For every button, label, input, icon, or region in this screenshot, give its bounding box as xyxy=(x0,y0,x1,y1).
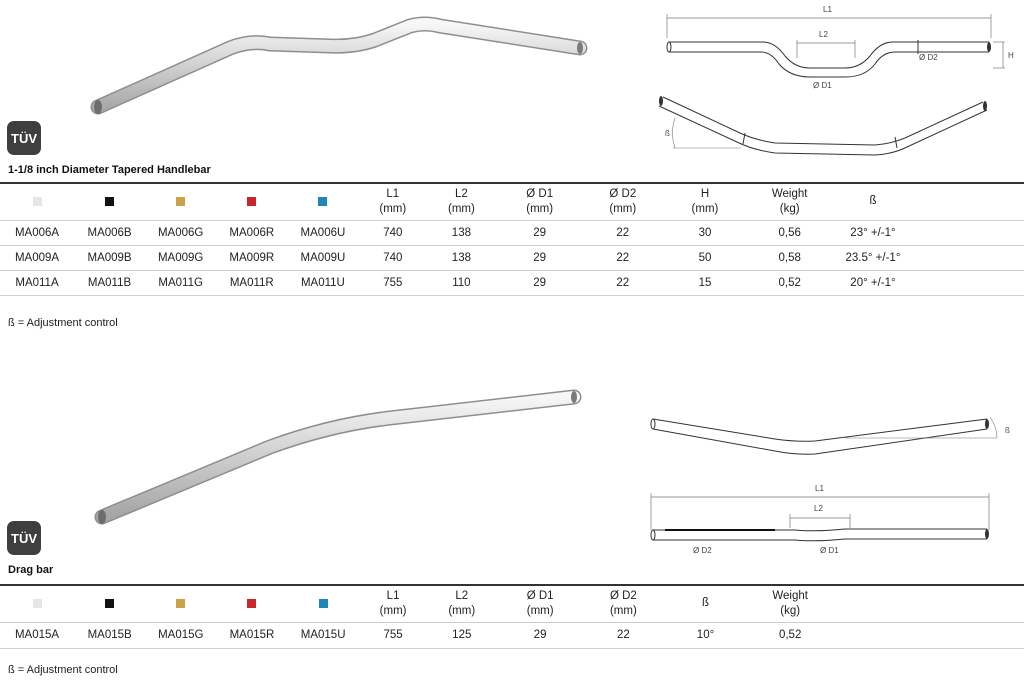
cell-weight: 0,58 xyxy=(748,245,831,270)
table-tapered-handlebar xyxy=(0,184,1024,296)
cell-l1: 755 xyxy=(383,628,403,641)
cell-code: MA009A xyxy=(0,245,74,270)
cell-code: MA009G xyxy=(145,245,216,270)
cell-code: MA006R xyxy=(216,220,287,245)
cell-code: MA011B xyxy=(74,270,145,295)
cell-beta: 10° xyxy=(696,628,715,641)
header-l2: L2 (mm) xyxy=(427,184,496,220)
table-drag-bar xyxy=(0,586,1024,647)
cell-beta: 23.5° +/-1° xyxy=(831,245,914,270)
cell-l2: 138 xyxy=(427,220,496,245)
swatch-black xyxy=(105,197,114,206)
cell-code: MA011R xyxy=(216,270,287,295)
header-h: H (mm) xyxy=(662,184,748,220)
cell-code: MA006G xyxy=(145,220,216,245)
dim-beta: ß xyxy=(665,129,670,138)
swatch-col-red xyxy=(216,586,287,622)
swatch-col-anodized xyxy=(0,586,74,622)
section-title-tapered: 1-1/8 inch Diameter Tapered Handlebar xyxy=(8,164,211,176)
cell-code: MA006U xyxy=(287,220,358,245)
table2-bottom-rule xyxy=(0,648,1024,649)
header-d2: Ø D2 (mm) xyxy=(584,184,662,220)
header-weight: Weight (kg) xyxy=(748,586,832,622)
dim-d2: Ø D2 xyxy=(693,546,712,555)
cell-code: MA015A xyxy=(14,628,60,641)
tapered-handlebar-diagram xyxy=(645,0,1024,170)
swatch-col-anodized xyxy=(0,184,74,220)
table2-footnote: ß = Adjustment control xyxy=(8,664,118,676)
cell-d1: 29 xyxy=(496,220,584,245)
swatch-blue xyxy=(319,599,328,608)
cell-weight: 0,52 xyxy=(778,628,802,641)
header-weight: Weight (kg) xyxy=(748,184,831,220)
cell-code: MA011A xyxy=(0,270,74,295)
cell-l1: 740 xyxy=(358,245,427,270)
swatch-col-blue xyxy=(287,184,358,220)
swatch-col-black xyxy=(74,184,145,220)
cell-d1: 29 xyxy=(496,245,584,270)
cell-code: MA011G xyxy=(145,270,216,295)
swatch-gold xyxy=(176,599,185,608)
swatch-silver xyxy=(33,599,42,608)
header-l1: L1 (mm) xyxy=(359,586,428,622)
header-l1: L1 (mm) xyxy=(358,184,427,220)
tuv-badge: TÜV xyxy=(7,521,41,555)
header-beta: ß xyxy=(663,586,749,622)
table1-header-row xyxy=(0,184,1024,220)
cell-l2: 125 xyxy=(452,628,472,641)
dim-d1: Ø D1 xyxy=(820,546,839,555)
header-d1: Ø D1 (mm) xyxy=(496,184,584,220)
dim-beta: ß xyxy=(1005,426,1010,435)
table-row xyxy=(0,270,1024,295)
swatch-col-blue xyxy=(288,586,359,622)
cell-beta: 23° +/-1° xyxy=(831,220,914,245)
cell-d2: 22 xyxy=(584,245,662,270)
cell-code: MA009U xyxy=(287,245,358,270)
header-beta: ß xyxy=(831,184,914,220)
cell-l2: 110 xyxy=(427,270,496,295)
dim-l2: L2 xyxy=(814,504,823,513)
cell-h: 30 xyxy=(662,220,748,245)
tuv-badge: TÜV xyxy=(7,121,41,155)
dim-l1: L1 xyxy=(815,484,824,493)
cell-code: MA015G xyxy=(158,628,204,641)
cell-weight: 0,56 xyxy=(748,220,831,245)
cell-code: MA006A xyxy=(0,220,74,245)
table-row xyxy=(0,622,1024,647)
cell-code: MA015B xyxy=(87,628,132,641)
swatch-red xyxy=(247,197,256,206)
cell-code: MA011U xyxy=(287,270,358,295)
cell-d1: 29 xyxy=(496,270,584,295)
dim-l2: L2 xyxy=(819,30,828,39)
table2-header-row xyxy=(0,586,1024,622)
cell-d2: 22 xyxy=(584,270,662,295)
swatch-red xyxy=(247,599,256,608)
drag-bar-diagram xyxy=(645,405,1024,560)
swatch-col-red xyxy=(216,184,287,220)
table1-footnote: ß = Adjustment control xyxy=(8,317,118,329)
header-d2: Ø D2 (mm) xyxy=(584,586,662,622)
cell-d1: 29 xyxy=(533,628,547,641)
swatch-silver xyxy=(33,197,42,206)
swatch-col-gold xyxy=(145,184,216,220)
cell-h: 50 xyxy=(662,245,748,270)
cell-l1: 755 xyxy=(358,270,427,295)
dim-h: H xyxy=(1008,51,1014,60)
swatch-black xyxy=(105,599,114,608)
cell-code: MA006B xyxy=(74,220,145,245)
cell-weight: 0,52 xyxy=(748,270,831,295)
drag-bar-photo xyxy=(90,385,590,535)
swatch-gold xyxy=(176,197,185,206)
cell-code: MA009R xyxy=(216,245,287,270)
swatch-col-gold xyxy=(145,586,216,622)
cell-beta: 20° +/-1° xyxy=(831,270,914,295)
cell-code: MA015R xyxy=(229,628,275,641)
cell-l1: 740 xyxy=(358,220,427,245)
dim-d2: Ø D2 xyxy=(919,53,938,62)
cell-code: MA015U xyxy=(300,628,346,641)
table-row xyxy=(0,245,1024,270)
cell-h: 15 xyxy=(662,270,748,295)
tapered-handlebar-photo xyxy=(80,10,600,120)
swatch-blue xyxy=(318,197,327,206)
section-title-drag-bar: Drag bar xyxy=(8,564,54,576)
header-l2: L2 (mm) xyxy=(427,586,496,622)
dim-d1: Ø D1 xyxy=(813,81,832,90)
dim-l1: L1 xyxy=(823,5,832,14)
cell-d2: 22 xyxy=(584,220,662,245)
cell-d2: 22 xyxy=(616,628,630,641)
cell-l2: 138 xyxy=(427,245,496,270)
cell-code: MA009B xyxy=(74,245,145,270)
table-row xyxy=(0,220,1024,245)
header-d1: Ø D1 (mm) xyxy=(496,586,584,622)
swatch-col-black xyxy=(74,586,145,622)
